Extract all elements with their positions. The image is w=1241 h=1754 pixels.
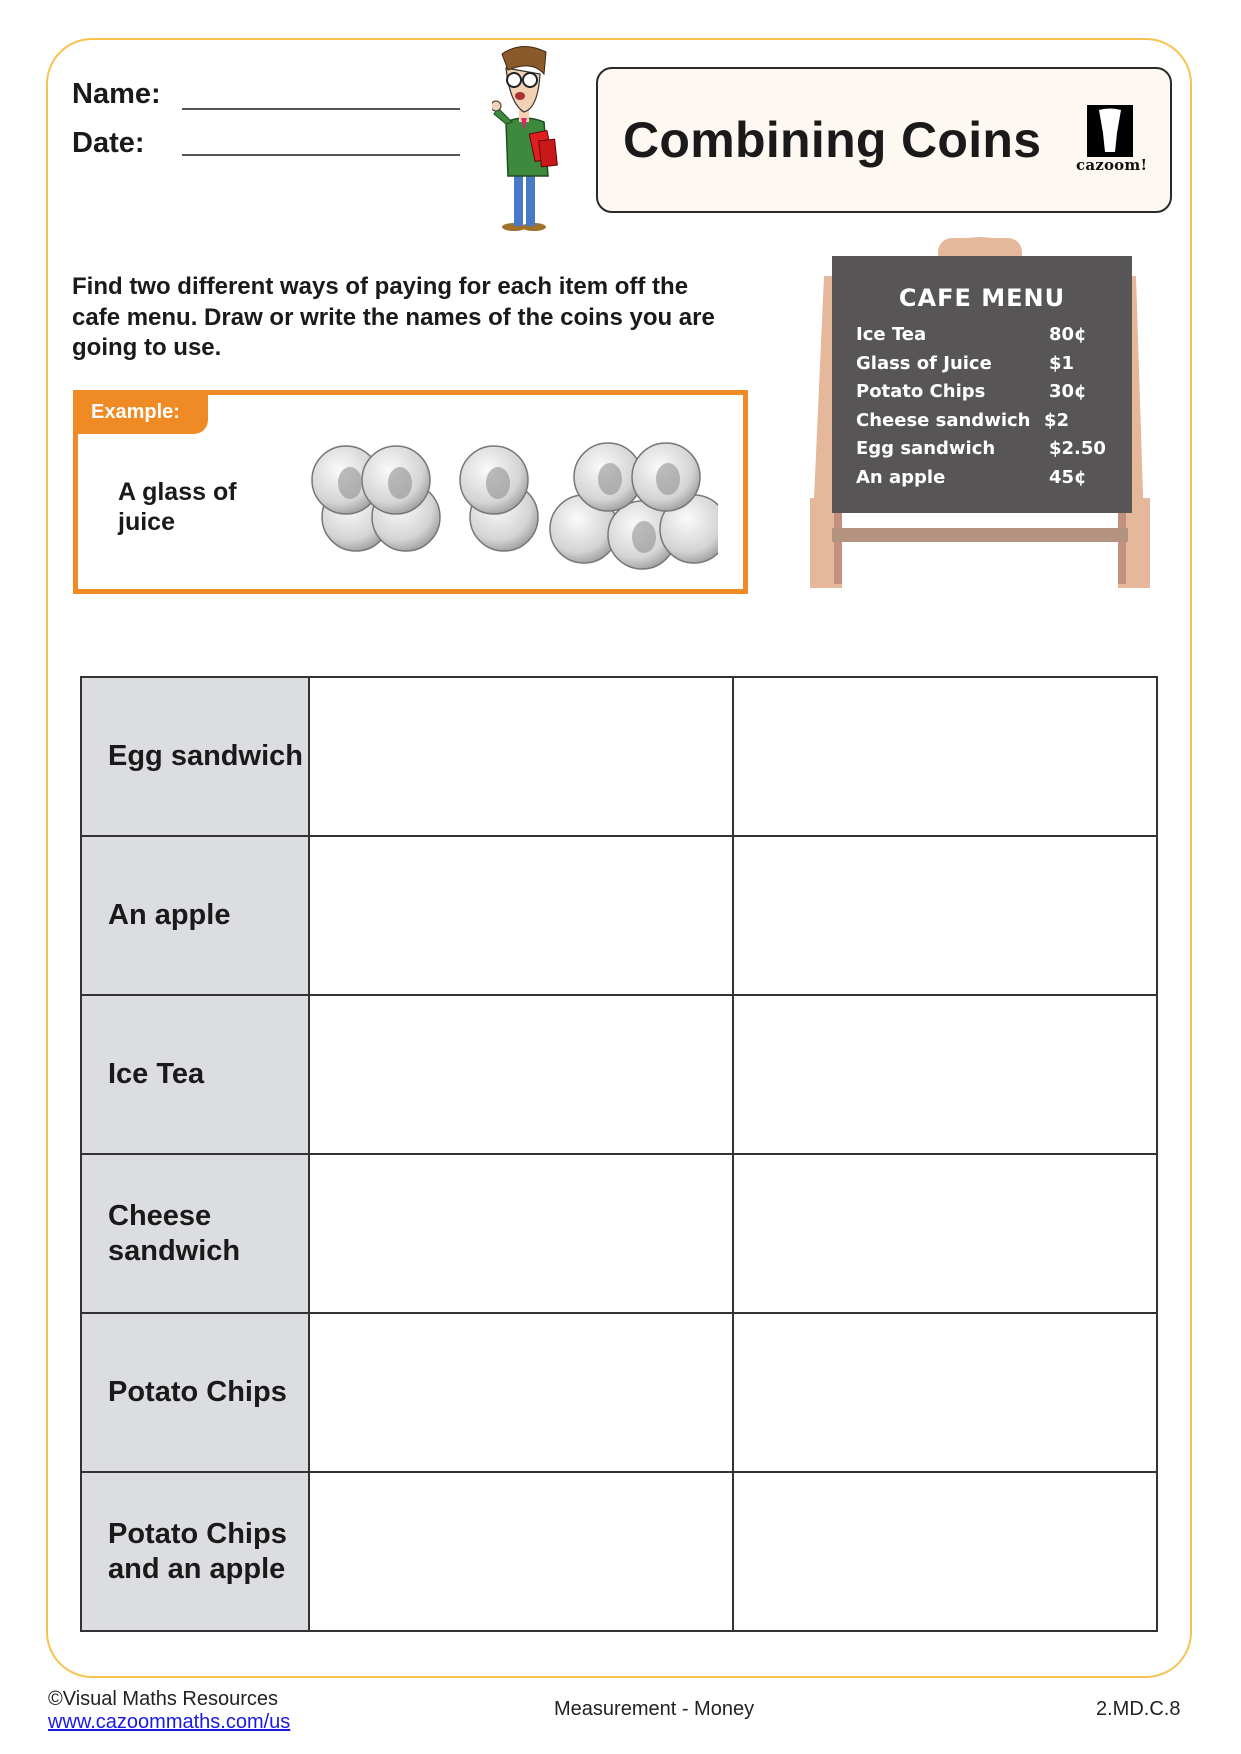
answer-cell-way-2[interactable]	[733, 677, 1157, 836]
answer-cell-way-1[interactable]	[309, 1472, 733, 1631]
chalkboard	[832, 256, 1132, 513]
drum-logo-icon	[1087, 105, 1133, 157]
coins-illustration-icon	[308, 435, 718, 575]
table-row	[81, 1154, 1157, 1313]
answer-cell-way-1[interactable]	[309, 836, 733, 995]
menu-item-name: Glass of Juice	[856, 352, 992, 374]
menu-item-name: Potato Chips	[856, 381, 986, 402]
row-label: Potato Chips and an apple	[81, 1472, 309, 1631]
menu-item	[856, 410, 1116, 439]
table-row	[81, 677, 1157, 836]
menu-item-name: Ice Tea	[856, 324, 927, 345]
footer-website-link[interactable]: www.cazoommaths.com/us	[48, 1711, 291, 1733]
menu-list	[856, 324, 1116, 495]
answer-cell-way-2[interactable]	[733, 1313, 1157, 1472]
menu-item-name: Cheese sandwich	[856, 409, 1031, 431]
page-title: Combining Coins	[623, 112, 1042, 168]
table-row	[81, 995, 1157, 1154]
teacher-illustration-icon	[492, 44, 572, 234]
answer-table	[80, 676, 1158, 1632]
menu-item-price: $2.50	[1049, 438, 1106, 459]
menu-item	[856, 324, 1116, 353]
answer-cell-way-1[interactable]	[309, 1313, 733, 1472]
name-write-line[interactable]	[182, 108, 460, 110]
table-row	[81, 1472, 1157, 1631]
menu-item-name: An apple	[856, 466, 946, 488]
answer-cell-way-2[interactable]	[733, 995, 1157, 1154]
example-tab-label: Example:	[77, 394, 208, 434]
menu-item-price: $2	[1044, 409, 1070, 431]
row-label: Ice Tea	[81, 995, 309, 1154]
answer-cell-way-1[interactable]	[309, 995, 733, 1154]
table-row	[81, 1313, 1157, 1472]
row-label: An apple	[81, 836, 309, 995]
date-label: Date:	[72, 127, 145, 159]
answer-cell-way-1[interactable]	[309, 677, 733, 836]
answer-cell-way-2[interactable]	[733, 1472, 1157, 1631]
menu-title: CAFE MENU	[898, 284, 1066, 312]
menu-item	[856, 353, 1116, 382]
date-write-line[interactable]	[182, 154, 460, 156]
row-label: Cheese sandwich	[81, 1154, 309, 1313]
row-label: Potato Chips	[81, 1313, 309, 1472]
menu-item-price: 45¢	[1049, 466, 1087, 488]
instructions-text: Find two different ways of paying for each item off the cafe menu. Draw or write the names of the coins you are going to use.	[72, 273, 715, 361]
cafe-menu-board	[810, 236, 1150, 656]
example-box	[73, 390, 748, 594]
answer-cell-way-1[interactable]	[309, 1154, 733, 1313]
answer-cell-way-2[interactable]	[733, 1154, 1157, 1313]
name-label: Name:	[72, 78, 161, 110]
footer-topic: Measurement - Money	[554, 1698, 755, 1720]
table-row	[81, 836, 1157, 995]
answer-cell-way-2[interactable]	[733, 836, 1157, 995]
logo-text: cazoom!	[1076, 156, 1148, 174]
menu-item	[856, 381, 1116, 410]
menu-item-name: Egg sandwich	[856, 438, 996, 459]
menu-item-price: 80¢	[1049, 324, 1087, 345]
menu-item-price: 30¢	[1049, 381, 1087, 402]
menu-item	[856, 467, 1116, 496]
menu-item	[856, 438, 1116, 467]
cazoom-logo	[1076, 105, 1146, 175]
footer-copyright: ©Visual Maths Resources	[48, 1688, 279, 1710]
example-item-label: A glass of juice	[118, 478, 237, 536]
title-box	[596, 67, 1172, 213]
footer-standard-code: 2.MD.C.8	[1096, 1698, 1181, 1720]
menu-item-price: $1	[1049, 352, 1075, 374]
row-label: Egg sandwich	[81, 677, 309, 836]
